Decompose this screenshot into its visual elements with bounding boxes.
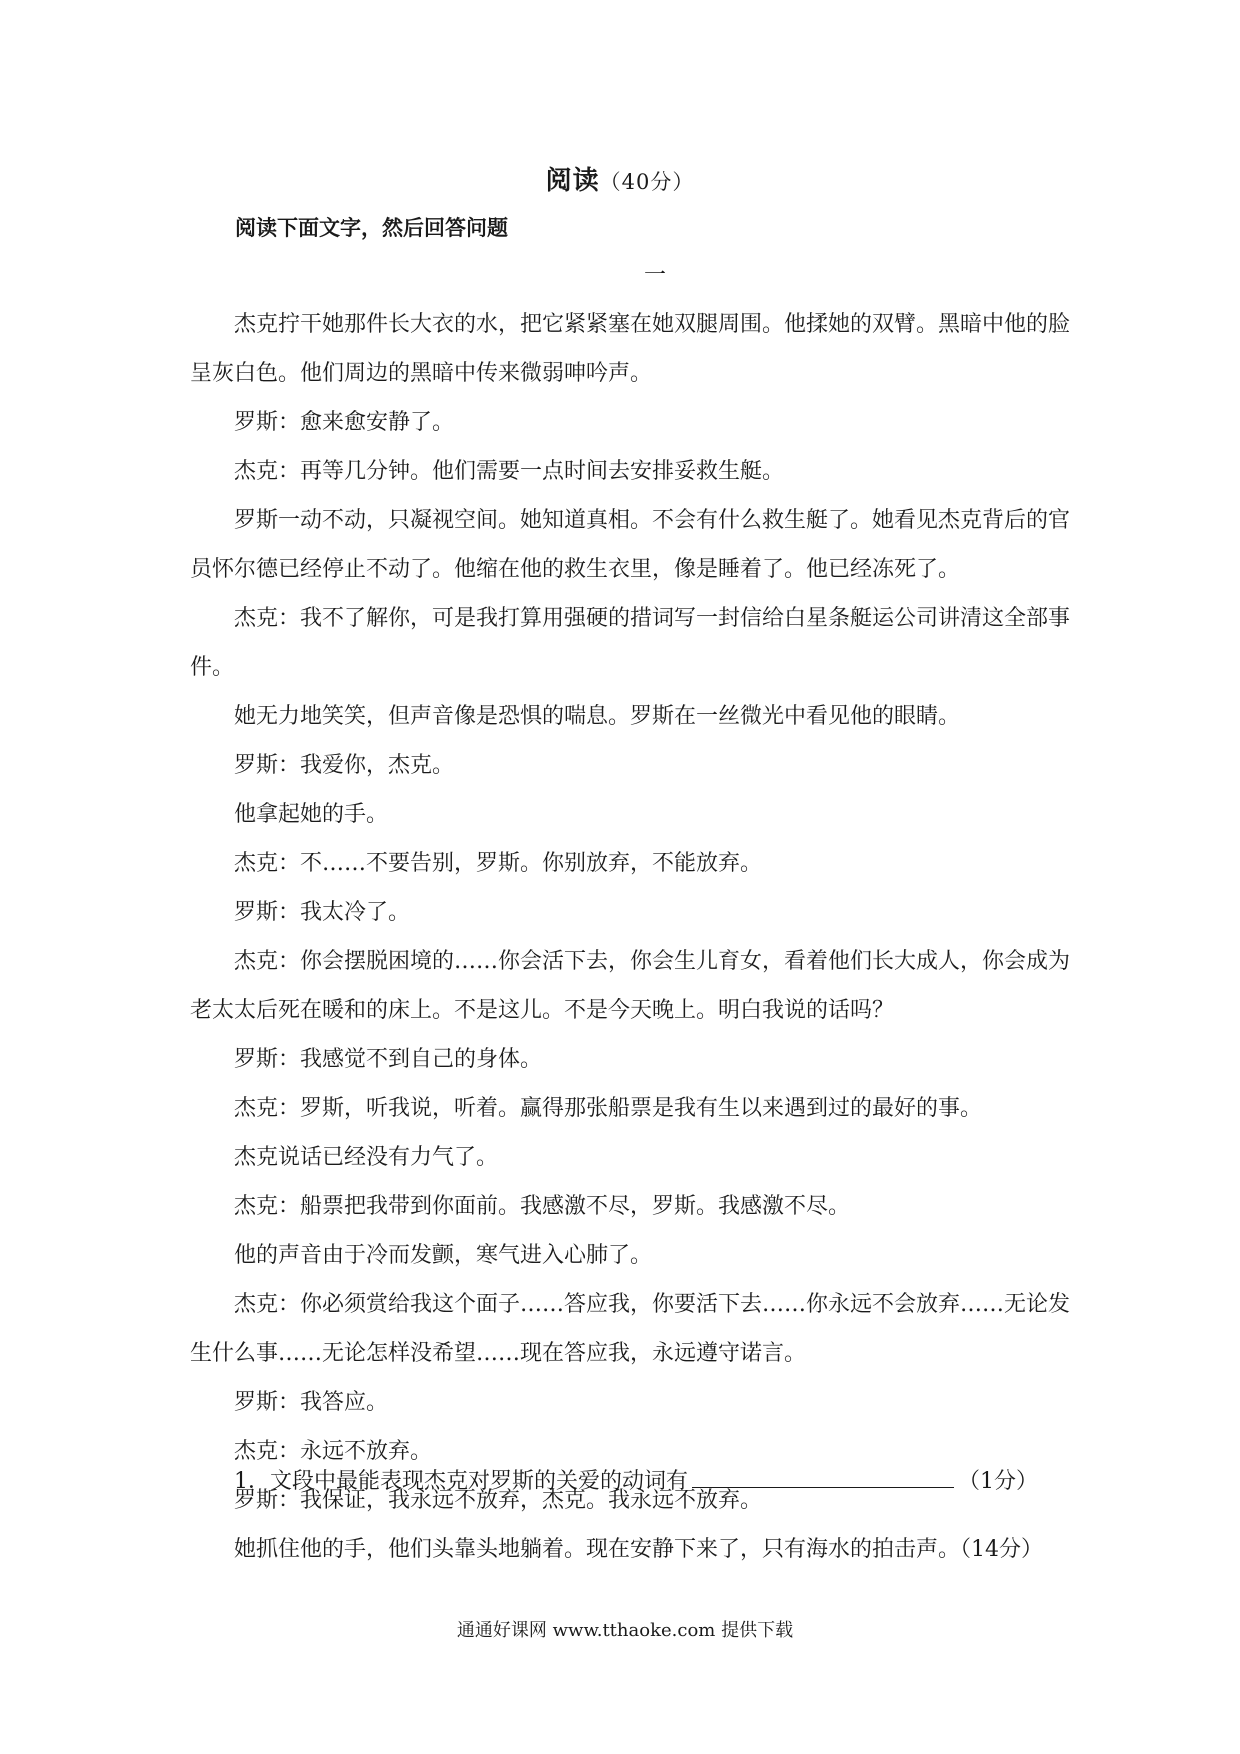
passage-paragraph: 她抓住他的手，他们头靠头地躺着。现在安静下来了，只有海水的拍击声。（14分） xyxy=(234,1537,1043,1562)
title-text: 阅读 xyxy=(545,166,600,196)
passage-paragraph: 罗斯：我保证，我永远不放弃，杰克。我永远不放弃。 xyxy=(234,1488,763,1513)
passage-paragraph: 杰克拧干她那件长大衣的水，把它紧紧塞在她双腿周围。他揉她的双臂。黑暗中他的脸呈灰白色。他们周边的黑暗中传来微弱呻吟声。 xyxy=(190,312,1071,386)
page-footer: 通通好课网 www.tthaoke.com 提供下载 xyxy=(456,1620,794,1641)
passage-paragraph: 罗斯：我答应。 xyxy=(234,1390,389,1415)
passage-paragraph: 杰克：不……不要告别，罗斯。你别放弃，不能放弃。 xyxy=(234,851,763,876)
passage-paragraph: 他的声音由于冷而发颤，寒气进入心肺了。 xyxy=(234,1243,653,1268)
passage-paragraph: 罗斯：我感觉不到自己的身体。 xyxy=(234,1047,543,1072)
passage-paragraph: 杰克：你会摆脱困境的……你会活下去，你会生儿育女，看着他们长大成人，你会成为老太太后死在暖和的床上。不是这儿。不是今天晚上。明白我说的话吗？ xyxy=(190,949,1071,1023)
answer-blank[interactable] xyxy=(692,1465,954,1488)
title-score: （40分） xyxy=(599,170,695,194)
passage-paragraph: 杰克：再等几分钟。他们需要一点时间去安排妥救生艇。 xyxy=(234,459,785,484)
passage-paragraph: 罗斯一动不动，只凝视空间。她知道真相。不会有什么救生艇了。她看见杰克背后的官员怀尔德已经停止不动了。他缩在他的救生衣里，像是睡着了。他已经冻死了。 xyxy=(190,508,1071,582)
passage-paragraph: 他拿起她的手。 xyxy=(234,802,389,827)
passage-paragraph: 罗斯：愈来愈安静了。 xyxy=(234,410,455,435)
section-number: 一 xyxy=(643,263,666,288)
question-number: 1． xyxy=(234,1469,270,1494)
passage-paragraph: 杰克：永远不放弃。 xyxy=(234,1439,433,1464)
passage-paragraph: 杰克说话已经没有力气了。 xyxy=(234,1145,499,1170)
passage-body xyxy=(190,300,1070,1574)
question-text: 文段中最能表现杰克对罗斯的关爱的动词有 xyxy=(270,1469,689,1494)
passage-paragraph: 杰克：我不了解你，可是我打算用强硬的措词写一封信给白星条艇运公司讲清这全部事件。 xyxy=(190,606,1071,680)
passage-paragraph: 罗斯：我爱你，杰克。 xyxy=(234,753,455,778)
passage-paragraph: 杰克：船票把我带到你面前。我感激不尽，罗斯。我感激不尽。 xyxy=(234,1194,851,1219)
passage-paragraph: 杰克：罗斯，听我说，听着。赢得那张船票是我有生以来遇到过的最好的事。 xyxy=(234,1096,983,1121)
passage-paragraph: 她无力地笑笑，但声音像是恐惧的喘息。罗斯在一丝微光中看见他的眼睛。 xyxy=(234,704,961,729)
page-title xyxy=(0,160,1240,197)
question-1 xyxy=(234,1462,1038,1502)
instruction-text: 阅读下面文字，然后回答问题 xyxy=(235,215,508,240)
passage-paragraph: 杰克：你必须赏给我这个面子……答应我，你要活下去……你永远不会放弃……无论发生什么事……无论怎样没希望……现在答应我，永远遵守诺言。 xyxy=(190,1292,1071,1366)
question-score: （1分） xyxy=(958,1469,1039,1494)
passage-paragraph: 罗斯：我太冷了。 xyxy=(234,900,411,925)
